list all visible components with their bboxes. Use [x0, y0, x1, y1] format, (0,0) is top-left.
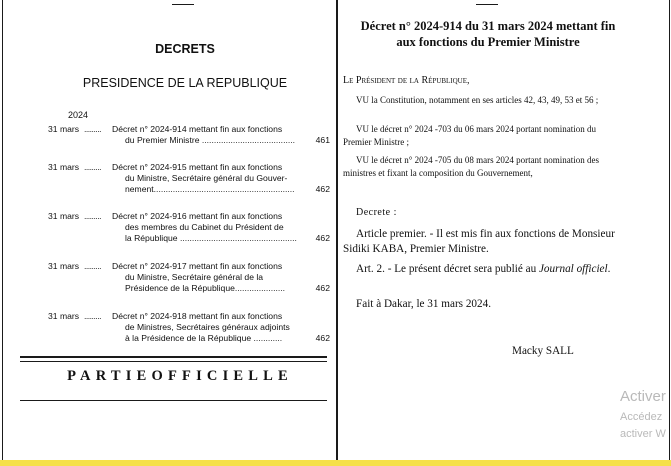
vu-clause: VU la Constitution, notamment en ses articles 42, 43, 49, 53 et 56 ;	[356, 95, 599, 105]
vu-clause: VU le décret n° 2024 -705 du 08 mars 2024 portant nomination des ministres et fixant la composition du Gouvernement,	[343, 155, 600, 178]
entry-line: des membres du Cabinet du Président de	[125, 222, 284, 232]
entry-leader: ...........................................................	[153, 184, 295, 194]
column-divider	[336, 0, 338, 466]
entry-dots: .........	[84, 261, 101, 271]
entry-line: Décret n° 2024-917 mettant fin aux fonctions	[112, 261, 283, 271]
entry-line: du Premier Ministre	[125, 135, 200, 145]
fait-line: Fait à Dakar, le 31 mars 2024.	[356, 298, 492, 310]
authority-heading: PRESIDENCE DE LA REPUBLIQUE	[82, 76, 288, 90]
decree-title	[343, 18, 633, 50]
decree-title-line: aux fonctions du Premier Ministre	[396, 35, 580, 49]
entry-date: 31 mars	[48, 261, 80, 271]
entry-line: du Ministre, Secrétaire général du Gouver-	[125, 173, 288, 183]
watermark-line: activer W	[620, 428, 666, 440]
entry-leader: ............	[253, 333, 283, 343]
entry-line: Décret n° 2024-918 mettant fin aux fonctions	[112, 311, 283, 321]
entry-leader: .................................................	[179, 233, 297, 243]
entry-line: Présidence de la République	[125, 283, 235, 293]
entry-dots: .........	[84, 311, 101, 321]
partie-officielle-heading: PARTIEOFFICIELLE	[67, 368, 293, 384]
entry-date: 31 mars	[48, 124, 80, 134]
entry-date: 31 mars	[48, 311, 80, 321]
article-2-text: Art. 2. - Le présent décret sera publié au	[356, 263, 539, 275]
entry-page-number: 461	[315, 135, 330, 145]
top-mark-left	[172, 4, 194, 5]
entry-date: 31 mars	[48, 211, 80, 221]
entry-leader: .....................	[234, 283, 286, 293]
entry-line: Décret n° 2024-915 mettant fin aux fonctions	[112, 162, 283, 172]
decrete-label: Decrete :	[356, 207, 397, 218]
entry-line: à la Présidence de la République	[125, 333, 252, 343]
entry-page-number: 462	[315, 283, 330, 293]
entry-page-number: 462	[315, 333, 330, 343]
entry-line: nement	[125, 184, 154, 194]
decree-title-line: Décret n° 2024-914 du 31 mars 2024 mettant fin	[360, 19, 616, 33]
vu-clause: VU le décret n° 2024 -703 du 06 mars 2024 portant nomination du Premier Ministre ;	[343, 124, 597, 147]
partie-rule-bottom	[20, 400, 327, 401]
article-2-end: .	[607, 263, 611, 275]
entry-dots: .........	[84, 124, 101, 134]
left-border	[2, 0, 3, 466]
entry-line: Décret n° 2024-916 mettant fin aux fonctions	[112, 211, 283, 221]
top-mark-right	[476, 4, 498, 5]
bottom-highlight-bar	[0, 460, 671, 466]
entry-line: la République	[125, 233, 178, 243]
partie-rule-top	[20, 356, 327, 358]
partie-rule-top-thin	[20, 361, 327, 362]
article-1: Article premier. - Il est mis fin aux fonctions de Monsieur Sidiki KABA, Premier Ministre.	[343, 228, 615, 255]
entry-leader: .......................................	[201, 135, 296, 145]
year-label: 2024	[68, 110, 89, 120]
right-border	[669, 0, 670, 466]
article-2	[343, 262, 623, 277]
entry-dots: .........	[84, 162, 101, 172]
watermark-title: Activer	[620, 388, 666, 405]
section-title: DECRETS	[155, 42, 215, 56]
entry-page-number: 462	[315, 233, 330, 243]
president-line: Le Président de la République,	[343, 75, 470, 86]
entry-line: de Ministres, Secrétaires généraux adjoints	[125, 322, 290, 332]
entry-line: Décret n° 2024-914 mettant fin aux fonctions	[112, 124, 283, 134]
watermark-line: Accédez	[620, 411, 663, 423]
signature: Macky SALL	[512, 345, 574, 357]
entry-page-number: 462	[315, 184, 330, 194]
entry-line: du Ministre, Secrétaire général de la	[125, 272, 264, 282]
journal-officiel: Journal officiel	[538, 263, 608, 275]
entry-dots: .........	[84, 211, 101, 221]
entry-date: 31 mars	[48, 162, 80, 172]
